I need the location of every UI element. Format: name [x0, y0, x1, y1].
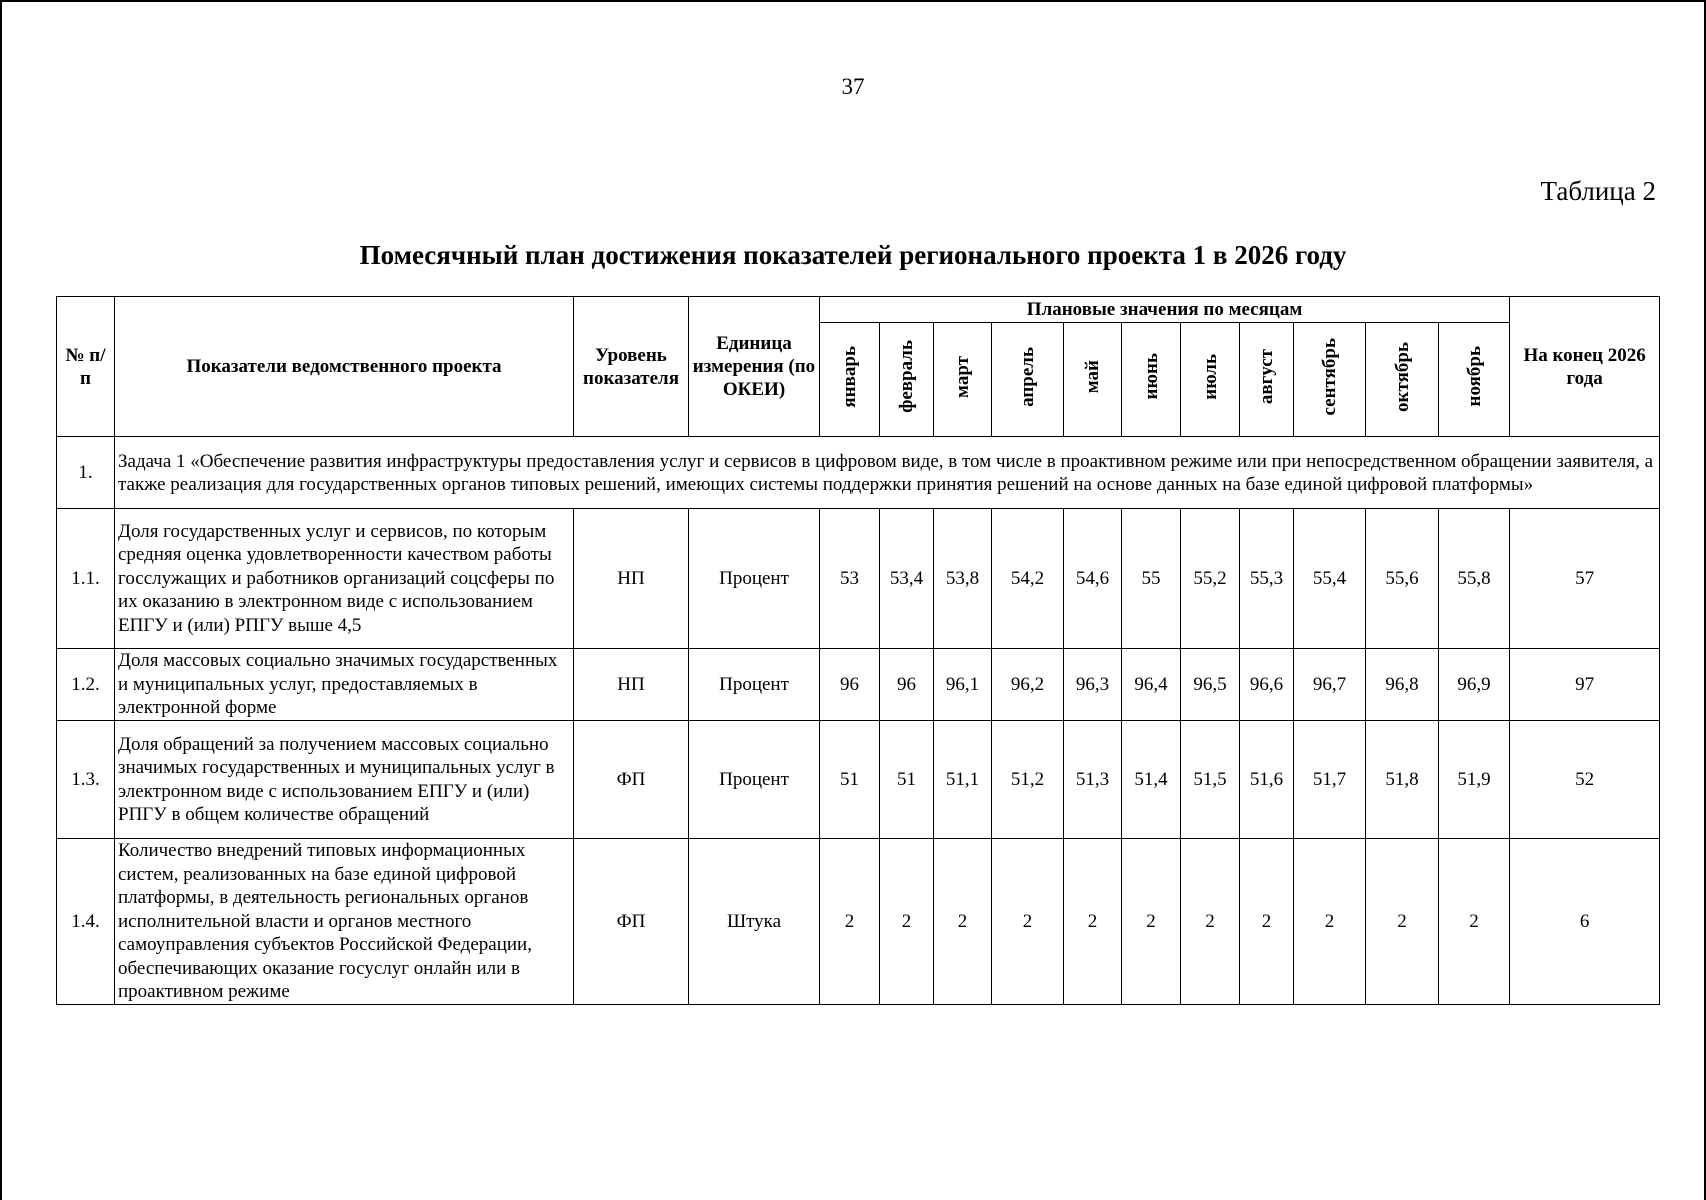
- row-value-oct: 2: [1366, 839, 1439, 1005]
- row-no: 1.3.: [57, 721, 115, 839]
- row-year-end: 97: [1510, 649, 1660, 721]
- row-value-jan: 51: [820, 721, 880, 839]
- row-value-jul: 55,2: [1181, 509, 1240, 649]
- row-indicator: Доля массовых социально значимых государственных и муниципальных услуг, предоставляемых в электронной форме: [115, 649, 574, 721]
- header-month-apr: апрель: [992, 323, 1064, 437]
- header-month-sep: сентябрь: [1294, 323, 1366, 437]
- row-value-apr: 54,2: [992, 509, 1064, 649]
- header-month-oct: октябрь: [1366, 323, 1439, 437]
- header-month-may: май: [1064, 323, 1122, 437]
- task-no: 1.: [57, 437, 115, 509]
- row-value-jun: 51,4: [1122, 721, 1181, 839]
- row-indicator: Доля обращений за получением массовых социально значимых государственных и муниципальных услуг в электронном виде с использованием ЕПГУ и (или) РПГУ в общем количестве обращений: [115, 721, 574, 839]
- header-month-aug: август: [1240, 323, 1294, 437]
- row-value-aug: 55,3: [1240, 509, 1294, 649]
- row-value-apr: 2: [992, 839, 1064, 1005]
- row-unit: Процент: [689, 509, 820, 649]
- row-no: 1.1.: [57, 509, 115, 649]
- row-value-mar: 96,1: [934, 649, 992, 721]
- row-value-feb: 53,4: [880, 509, 934, 649]
- row-value-feb: 51: [880, 721, 934, 839]
- header-no: № п/п: [57, 297, 115, 437]
- header-month-jul: июль: [1181, 323, 1240, 437]
- row-value-feb: 2: [880, 839, 934, 1005]
- row-value-nov: 51,9: [1439, 721, 1510, 839]
- row-value-mar: 53,8: [934, 509, 992, 649]
- row-value-jun: 2: [1122, 839, 1181, 1005]
- header-unit: Единица измерения (по ОКЕИ): [689, 297, 820, 437]
- row-value-oct: 51,8: [1366, 721, 1439, 839]
- header-year-end: На конец 2026 года: [1510, 297, 1660, 437]
- row-level: НП: [574, 649, 689, 721]
- monthly-plan-table: [56, 296, 1660, 1005]
- row-unit: Процент: [689, 649, 820, 721]
- row-value-may: 2: [1064, 839, 1122, 1005]
- header-month-mar: март: [934, 323, 992, 437]
- header-month-jun: июнь: [1122, 323, 1181, 437]
- row-value-nov: 96,9: [1439, 649, 1510, 721]
- table-label: Таблица 2: [1540, 176, 1656, 206]
- row-value-mar: 51,1: [934, 721, 992, 839]
- row-year-end: 57: [1510, 509, 1660, 649]
- page-number: 37: [841, 74, 865, 99]
- table-row: [57, 721, 1660, 839]
- row-value-jun: 96,4: [1122, 649, 1181, 721]
- row-value-nov: 2: [1439, 839, 1510, 1005]
- task-text: Задача 1 «Обеспечение развития инфраструктуры предоставления услуг и сервисов в цифровом виде, в том числе в проактивном режиме или при непосредственном обращении заявителя, а также реализация для государственных органов типовых решений, имеющих системы поддержки принятия решений на основе данных на базе единой цифровой платформы»: [115, 437, 1660, 509]
- row-unit: Процент: [689, 721, 820, 839]
- row-level: ФП: [574, 721, 689, 839]
- row-value-nov: 55,8: [1439, 509, 1510, 649]
- row-value-aug: 51,6: [1240, 721, 1294, 839]
- row-value-sep: 2: [1294, 839, 1366, 1005]
- row-value-oct: 55,6: [1366, 509, 1439, 649]
- row-value-jul: 51,5: [1181, 721, 1240, 839]
- row-value-may: 96,3: [1064, 649, 1122, 721]
- row-value-sep: 51,7: [1294, 721, 1366, 839]
- row-value-jan: 96: [820, 649, 880, 721]
- row-level: НП: [574, 509, 689, 649]
- row-value-jul: 96,5: [1181, 649, 1240, 721]
- row-value-feb: 96: [880, 649, 934, 721]
- row-value-sep: 55,4: [1294, 509, 1366, 649]
- row-value-may: 54,6: [1064, 509, 1122, 649]
- row-value-aug: 96,6: [1240, 649, 1294, 721]
- row-value-jul: 2: [1181, 839, 1240, 1005]
- row-indicator: Количество внедрений типовых информационных систем, реализованных на базе единой цифровой платформы, в деятельность региональных органов исполнительной власти и органов местного самоуправления субъектов Российской Федерации, обеспечивающих оказание госуслуг онлайн или в проактивном режиме: [115, 839, 574, 1005]
- row-value-apr: 96,2: [992, 649, 1064, 721]
- row-year-end: 52: [1510, 721, 1660, 839]
- table-row: [57, 839, 1660, 1005]
- row-value-jan: 2: [820, 839, 880, 1005]
- row-value-jun: 55: [1122, 509, 1181, 649]
- row-value-sep: 96,7: [1294, 649, 1366, 721]
- header-indicator: Показатели ведомственного проекта: [115, 297, 574, 437]
- row-value-may: 51,3: [1064, 721, 1122, 839]
- header-months-group: Плановые значения по месяцам: [820, 297, 1510, 323]
- table-row: [57, 649, 1660, 721]
- header-month-feb: февраль: [880, 323, 934, 437]
- table-row: [57, 509, 1660, 649]
- task-row: [57, 437, 1660, 509]
- row-value-mar: 2: [934, 839, 992, 1005]
- header-level: Уровень показателя: [574, 297, 689, 437]
- row-level: ФП: [574, 839, 689, 1005]
- header-row-1: [57, 297, 1660, 323]
- row-value-oct: 96,8: [1366, 649, 1439, 721]
- row-no: 1.2.: [57, 649, 115, 721]
- header-month-jan: январь: [820, 323, 880, 437]
- row-value-jan: 53: [820, 509, 880, 649]
- document-title: Помесячный план достижения показателей регионального проекта 1 в 2026 году: [359, 240, 1347, 270]
- row-no: 1.4.: [57, 839, 115, 1005]
- row-unit: Штука: [689, 839, 820, 1005]
- row-year-end: 6: [1510, 839, 1660, 1005]
- header-month-nov: ноябрь: [1439, 323, 1510, 437]
- row-value-aug: 2: [1240, 839, 1294, 1005]
- row-indicator: Доля государственных услуг и сервисов, по которым средняя оценка удовлетворенности качеством работы госслужащих и работников организаций соцсферы по их оказанию в электронном виде с использованием ЕПГУ и (или) РПГУ выше 4,5: [115, 509, 574, 649]
- row-value-apr: 51,2: [992, 721, 1064, 839]
